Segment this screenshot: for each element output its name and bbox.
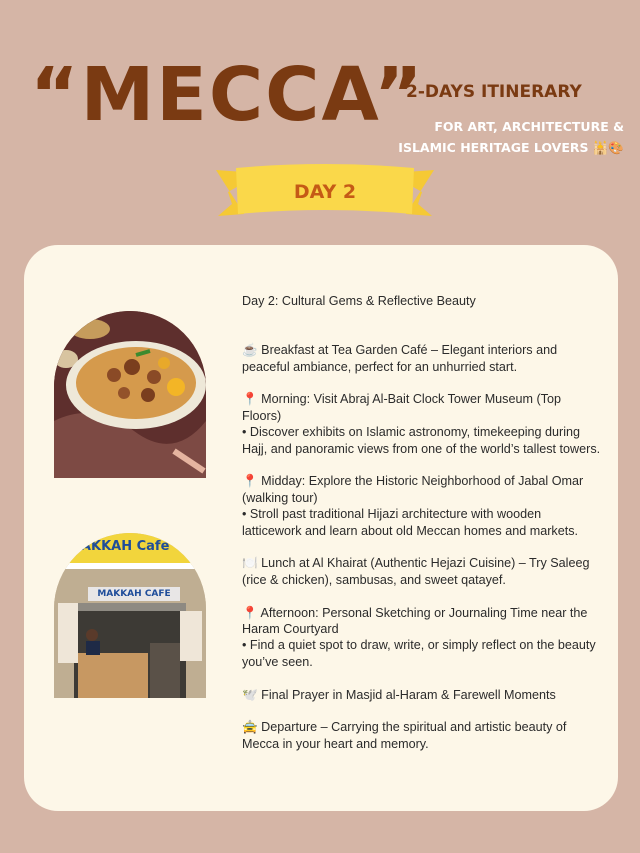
day-label: DAY 2 <box>293 181 357 203</box>
midday-title: 📍 Midday: Explore the Historic Neighborhood of Jabal Omar (walking tour) <box>242 474 584 505</box>
prayer-item: 🕊️ Final Prayer in Masjid al-Haram & Farewell Moments <box>242 687 556 702</box>
morning-detail: • Discover exhibits on Islamic astronomy, timekeeping during Hajj, and panoramic views from one of the world’s tallest towers. <box>242 425 601 456</box>
page-title: “MECCA” <box>30 52 425 138</box>
tagline-line-1: FOR ART, ARCHITECTURE & <box>434 119 624 134</box>
afternoon-detail: • Find a quiet spot to draw, write, or simply reflect on the beauty you’ve seen. <box>242 638 596 669</box>
tagline <box>398 116 624 158</box>
breakfast-item: ☕ Breakfast at Tea Garden Café – Elegant interiors and peaceful ambiance, perfect for an unhurried start. <box>242 343 558 374</box>
morning-title: 📍 Morning: Visit Abraj Al-Bait Clock Tower Museum (Top Floors) <box>242 392 561 423</box>
itinerary-card <box>24 245 618 811</box>
itinerary-text <box>242 293 602 752</box>
cafe-photo <box>54 533 206 698</box>
itinerary-subtitle: 2-DAYS ITINERARY <box>406 82 582 102</box>
midday-detail: • Stroll past traditional Hijazi architecture with wooden latticework and learn about old Meccan homes and markets. <box>242 507 579 538</box>
day-heading: Day 2: Cultural Gems & Reflective Beauty <box>242 294 476 308</box>
rice-plate-image <box>54 311 206 478</box>
afternoon-title: 📍 Afternoon: Personal Sketching or Journaling Time near the Haram Courtyard <box>242 605 588 637</box>
lunch-item: 🍽️ Lunch at Al Khairat (Authentic Hejazi Cuisine) – Try Saleeg (rice & chicken), sambusas, and sweet qatayef. <box>242 556 590 587</box>
day-ribbon <box>214 164 436 222</box>
cafe-banner-text: MAKKAH Cafe <box>68 539 170 554</box>
cafe-sign-text: MAKKAH CAFE <box>97 589 171 599</box>
food-photo <box>54 311 206 478</box>
departure-item: 🚖 Departure – Carrying the spiritual and artistic beauty of Mecca in your heart and memory. <box>242 720 567 751</box>
makkah-cafe-image <box>54 533 206 698</box>
tagline-line-2: ISLAMIC HERITAGE LOVERS 🕌🎨 <box>398 140 624 155</box>
